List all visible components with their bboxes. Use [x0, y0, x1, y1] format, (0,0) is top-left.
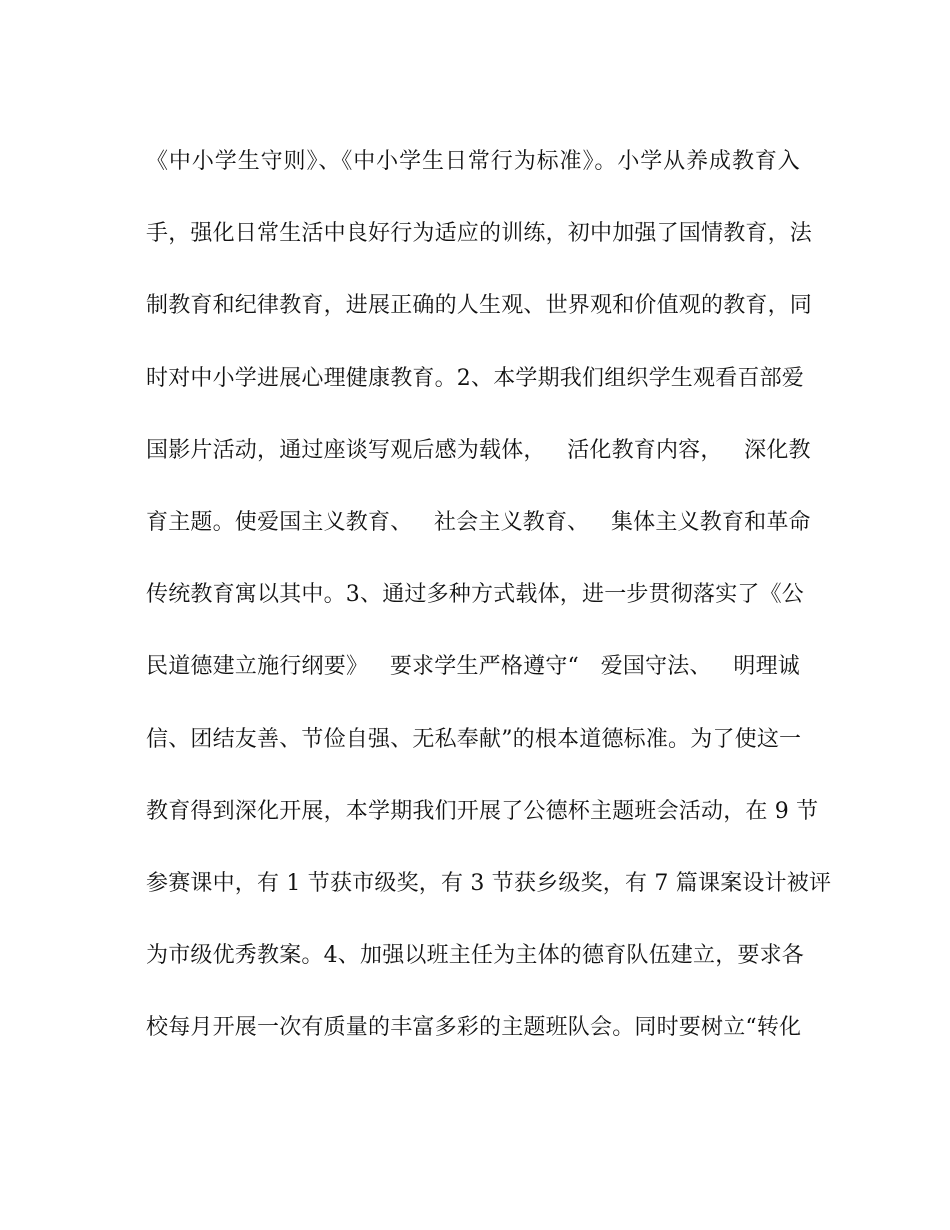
text-line: 时对中小学进展心理健康教育。2、本学期我们组织学生观看百部爱 — [146, 365, 804, 391]
text-line: 《中小学生守则》、《中小学生日常行为标准》。小学从养成教育入 — [146, 149, 800, 174]
text-line: 教育得到深化开展，本学期我们开展了公德杯主题班会活动，在 9 节 — [146, 798, 819, 824]
text-line: 信、团结友善、节俭自强、无私奉献”的根本道德标准。为了使这一 — [146, 726, 802, 752]
text-line: 制教育和纪律教育，进展正确的人生观、世界观和价值观的教育，同 — [146, 293, 813, 319]
text-line: 为市级优秀教案。4、加强以班主任为主体的德育队伍建立，要求各 — [146, 943, 804, 969]
text-line: 手，强化日常生活中良好行为适应的训练，初中加强了国情教育，法 — [146, 221, 813, 247]
text-line: 育主题。使爱国主义教育、 社会主义教育、 集体主义教育和革命 — [146, 509, 811, 535]
text-line: 校每月开展一次有质量的丰富多彩的主题班队会。同时要树立“转化 — [146, 1015, 802, 1041]
text-line: 传统教育寓以其中。3、通过多种方式载体，进一步贯彻落实了《公 — [146, 582, 804, 608]
text-line: 参赛课中，有 1 节获市级奖，有 3 节获乡级奖，有 7 篇课案设计被评 — [146, 870, 832, 896]
text-line: 民道德建立施行纲要》 要求学生严格遵守“ 爱国守法、 明理诚 — [146, 654, 800, 680]
text-line: 国影片活动，通过座谈写观后感为载体， 活化教育内容， 深化教 — [146, 437, 811, 463]
body-text — [146, 138, 832, 1076]
